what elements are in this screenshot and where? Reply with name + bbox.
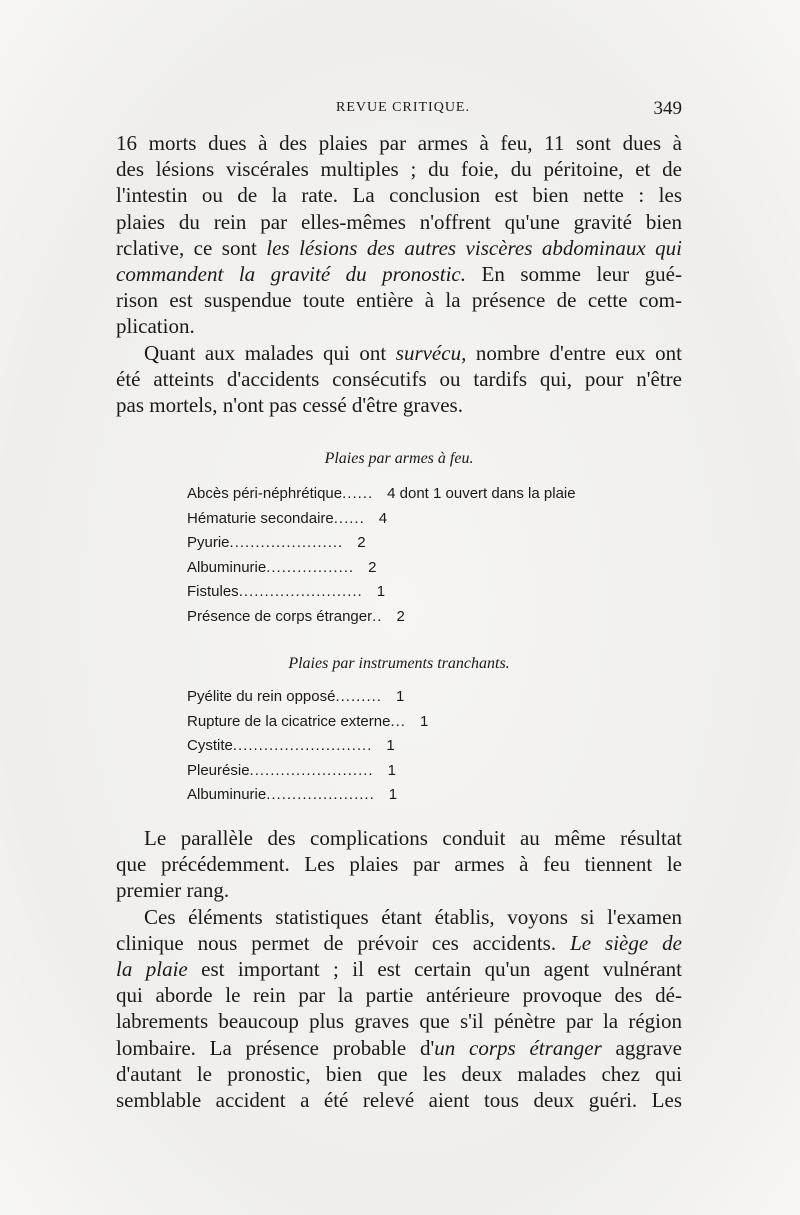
row-value: 1 (386, 737, 395, 755)
text-line: plaies du rein par elles-mêmes n'offrent qu'une gravité bien (116, 209, 682, 234)
table-row (116, 580, 682, 605)
row-label: Pyurie (187, 534, 230, 552)
row-leader-dots: ...................... (229, 534, 344, 552)
row-label: Abcès péri-néphrétique (187, 485, 343, 502)
text-line: été atteints d'accidents consécutifs ou tardifs qui, pour n'être (116, 366, 682, 391)
text-line: qui aborde le rein par la partie antérieure provoque des dé- (116, 983, 682, 1008)
text-run: nombre d'entre eux ont (466, 340, 682, 365)
text-line: premier rang. (116, 878, 230, 903)
closing-paragraphs (116, 825, 682, 1113)
running-title: REVUE CRITIQUE. (336, 100, 470, 115)
row-label: Présence de corps étranger (187, 607, 373, 625)
row-label: Pleurésie (187, 761, 250, 779)
row-label: Hématurie secondaire (187, 509, 334, 527)
table-row (116, 685, 682, 710)
text-line: d'autant le pronostic, bien que les deux malades chez qui (116, 1061, 682, 1086)
row-label: Fistules (187, 583, 239, 601)
text-run: lombaire. La présence probable d' (116, 1035, 435, 1060)
text-line: semblable accident a été relevé aient tous deux guéri. Les (116, 1088, 682, 1113)
text-line: l'intestin ou de la rate. La conclusion est bien nette : les (116, 183, 682, 208)
row-leader-dots: ................. (266, 558, 355, 576)
row-leader-dots: ......... (335, 688, 382, 705)
text-line (116, 956, 682, 982)
table-row (116, 556, 682, 581)
row-leader-dots: ...... (333, 509, 365, 527)
row-label: Albuminurie (187, 558, 267, 576)
text-line: pas mortels, n'ont pas cessé d'être graves. (116, 393, 463, 418)
row-value: 4 dont 1 ouvert dans la plaie (387, 485, 576, 502)
row-value: 4 (378, 509, 388, 527)
text-line: Ces éléments statistiques étant établis, voyons si l'examen (144, 904, 682, 929)
row-value: 1 (388, 786, 398, 804)
table-title: Plaies par instruments tranchants. (288, 655, 510, 672)
text-run: En somme leur gué- (465, 262, 682, 287)
text-line (116, 340, 682, 366)
text-line: plication. (116, 314, 195, 339)
text-run: aggrave (601, 1035, 682, 1060)
page-header (116, 100, 682, 122)
text-run: Quant aux malades qui ont (144, 340, 396, 365)
row-value: 2 (368, 558, 377, 576)
row-label: Pyélite du rein opposé (187, 688, 336, 705)
table-row (116, 783, 682, 808)
text-line: que précédemment. Les plaies par armes à feu tiennent le (116, 852, 682, 877)
row-leader-dots: ........................... (232, 737, 373, 755)
text-line (116, 1035, 682, 1061)
table-row (116, 605, 682, 630)
row-value: 2 (396, 607, 405, 625)
table-row (116, 507, 682, 532)
italic-run: un corps étranger (434, 1035, 602, 1060)
table-row (116, 531, 682, 556)
page-number: 349 (653, 98, 682, 119)
row-leader-dots: ..................... (266, 786, 375, 804)
table-row (116, 759, 682, 784)
row-value: 2 (357, 534, 366, 552)
italic-run: les lésions des autres viscères abdominaux qui (266, 235, 683, 260)
table-row (116, 734, 682, 759)
text-line: Le parallèle des complications conduit au même résultat (144, 826, 682, 850)
italic-run: survécu, (395, 340, 467, 365)
row-label: Rupture de la cicatrice externe (187, 712, 391, 730)
text-line: rison est suspendue toute entière à la présence de cette com- (116, 288, 682, 313)
italic-run: commandent la gravité du pronostic. (116, 262, 466, 287)
text-run: clinique nous permet de prévoir ces accidents. (116, 930, 571, 955)
text-line: labrements beaucoup plus graves que s'il pénètre par la région (116, 1009, 682, 1034)
row-value: 1 (419, 712, 429, 730)
text-line: des lésions viscérales multiples ; du foie, du péritoine, et de (116, 157, 682, 182)
row-label: Cystite (187, 737, 233, 755)
text-line (116, 930, 682, 956)
opening-paragraphs (116, 130, 682, 418)
text-run: rclative, ce sont (116, 235, 267, 260)
row-leader-dots: ........................ (238, 583, 363, 601)
table-title: Plaies par armes à feu. (324, 450, 474, 467)
table-row (116, 482, 682, 507)
row-leader-dots: ...... (342, 485, 374, 502)
firearm-complications-table (116, 450, 682, 630)
text-line: 16 morts dues à des plaies par armes à feu, 11 sont dues à (116, 131, 682, 155)
italic-run: Le siège de (570, 930, 682, 955)
row-value: 1 (395, 688, 405, 705)
row-label: Albuminurie (187, 786, 267, 804)
row-leader-dots: ... (390, 712, 406, 730)
row-leader-dots: ........................ (249, 761, 374, 779)
text-line (116, 261, 682, 287)
table-row (116, 710, 682, 735)
row-value: 1 (387, 761, 396, 779)
blade-complications-table (116, 655, 682, 808)
row-value: 1 (376, 583, 386, 601)
row-leader-dots: .. (372, 607, 383, 625)
text-run: est important ; il est certain qu'un agent vulnérant (187, 957, 683, 982)
italic-run: la plaie (116, 957, 188, 982)
text-line (116, 235, 682, 261)
